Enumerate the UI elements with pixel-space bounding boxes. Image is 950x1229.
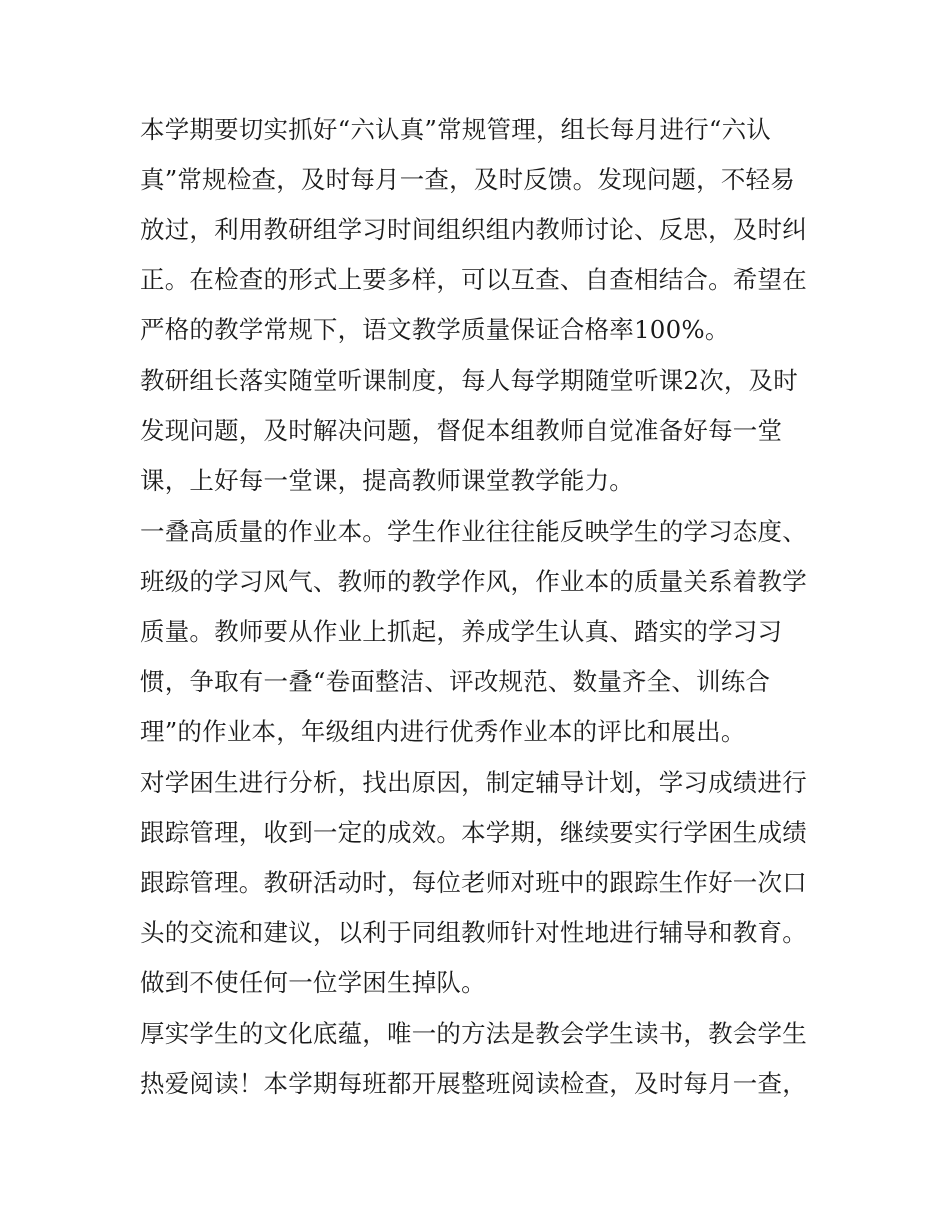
text-line: 惯，争取有一叠“卷面整洁、评改规范、数量齐全、训练合 xyxy=(140,667,771,696)
text-line: 发现问题，及时解决问题，督促本组教师自觉准备好每一堂 xyxy=(140,416,783,445)
text-line: 热爱阅读！本学期每班都开展整班阅读检查，及时每月一查， xyxy=(140,1069,807,1098)
text-line: 本学期要切实抓好“六认真”常规管理，组长每月进行“六认 xyxy=(140,115,771,144)
text-line: 质量。教师要从作业上抓起，养成学生认真、踏实的学习习 xyxy=(140,617,783,646)
text-line: 跟踪管理。教研活动时，每位老师对班中的跟踪生作好一次口 xyxy=(140,868,807,897)
text-line: 做到不使任何一位学困生掉队。 xyxy=(140,968,486,997)
text-line: 跟踪管理，收到一定的成效。本学期，继续要实行学困生成绩 xyxy=(140,818,807,847)
text-line: 教研组长落实随堂听课制度，每人每学期随堂听课2次，及时 xyxy=(140,366,798,395)
text-line: 放过，利用教研组学习时间组织组内教师讨论、反思，及时纠 xyxy=(140,215,807,244)
text-line: 正。在检查的形式上要多样，可以互查、自查相结合。希望在 xyxy=(140,265,807,294)
text-line: 一叠高质量的作业本。学生作业往往能反映学生的学习态度、 xyxy=(140,517,807,546)
text-line: 课，上好每一堂课，提高教师课堂教学能力。 xyxy=(140,466,634,495)
text-line: 理”的作业本，年级组内进行优秀作业本的评比和展出。 xyxy=(140,717,746,746)
text-line: 真”常规检查，及时每月一查，及时反馈。发现问题，不轻易 xyxy=(140,165,795,194)
text-line: 班级的学习风气、教师的教学作风，作业本的质量关系着教学 xyxy=(140,567,807,596)
text-line: 厚实学生的文化底蕴，唯一的方法是教会学生读书，教会学生 xyxy=(140,1019,807,1048)
text-line: 头的交流和建议，以利于同组教师针对性地进行辅导和教育。 xyxy=(140,918,807,947)
text-line: 严格的教学常规下，语文教学质量保证合格率100%。 xyxy=(140,315,730,344)
text-line: 对学困生进行分析，找出原因，制定辅导计划，学习成绩进行 xyxy=(140,768,807,797)
